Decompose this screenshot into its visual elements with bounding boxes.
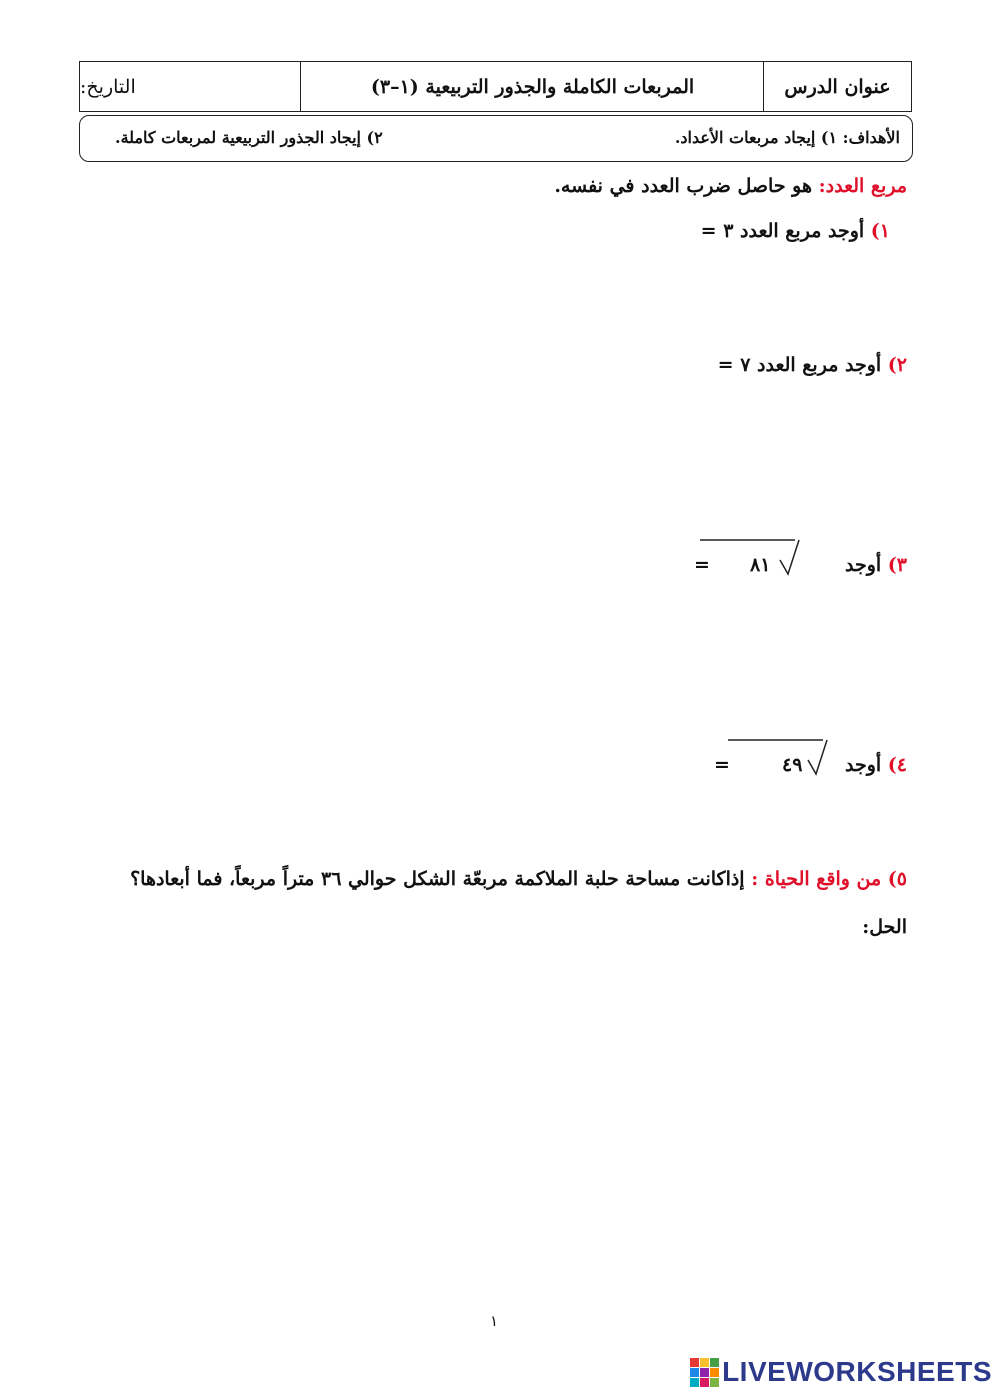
question-3-text: أوجد: [844, 554, 888, 576]
lesson-title: المربعات الكاملة والجذور التربيعية (١–٣): [300, 62, 764, 111]
objective-2: ٢) إيجاد الجذور التربيعية لمربعات كاملة.: [115, 128, 383, 147]
question-3-number: ٣): [887, 554, 907, 576]
definition-text: هو حاصل ضرب العدد في نفسه.: [554, 175, 819, 197]
objectives-box: [79, 115, 913, 162]
question-4-radicand: ٤٩: [782, 754, 803, 776]
question-5-number: ٥): [887, 868, 907, 890]
question-5: [130, 868, 907, 890]
question-4-number: ٤): [887, 754, 907, 776]
square-root-49-symbol: [728, 738, 828, 780]
date-label: التاريخ:: [80, 75, 136, 98]
question-4-text: أوجد: [844, 754, 888, 776]
liveworksheets-brand[interactable]: [690, 1357, 992, 1387]
question-1-number: ١): [870, 220, 890, 242]
lesson-header-table: [79, 61, 912, 112]
question-3-equals: =: [694, 554, 710, 576]
objective-1: [675, 128, 900, 147]
radical-sign: [780, 540, 799, 574]
definition-line: [554, 175, 907, 197]
question-5-title: من واقع الحياة :: [751, 868, 888, 890]
page-number: ١: [490, 1312, 499, 1330]
lesson-label: عنوان الدرس: [763, 62, 911, 111]
brand-name: LIVEWORKSHEETS: [722, 1356, 992, 1387]
question-1: [701, 220, 890, 242]
objectives-label: الأهداف:: [842, 128, 900, 147]
question-4: [845, 754, 907, 776]
question-2-number: ٢): [887, 354, 907, 376]
question-5-text: إذاكانت مساحة حلبة الملاكمة مربعّة الشكل حوالي ٣٦ متراً مربعاً، فما أبعادها؟: [130, 868, 752, 890]
definition-term: مربع العدد:: [818, 175, 907, 197]
question-1-text: أوجد مربع العدد ٣ =: [700, 220, 871, 242]
objective-1-text: ١) إيجاد مربعات الأعداد.: [674, 128, 838, 147]
question-2: [718, 354, 907, 376]
question-4-equals: =: [714, 754, 730, 776]
question-2-text: أوجد مربع العدد ٧ =: [717, 354, 888, 376]
radical-sign: [808, 740, 827, 774]
solution-label: الحل:: [862, 916, 907, 938]
question-3: [845, 554, 907, 576]
liveworksheets-logo-icon: [690, 1358, 719, 1387]
question-3-radicand: ٨١: [750, 554, 771, 576]
